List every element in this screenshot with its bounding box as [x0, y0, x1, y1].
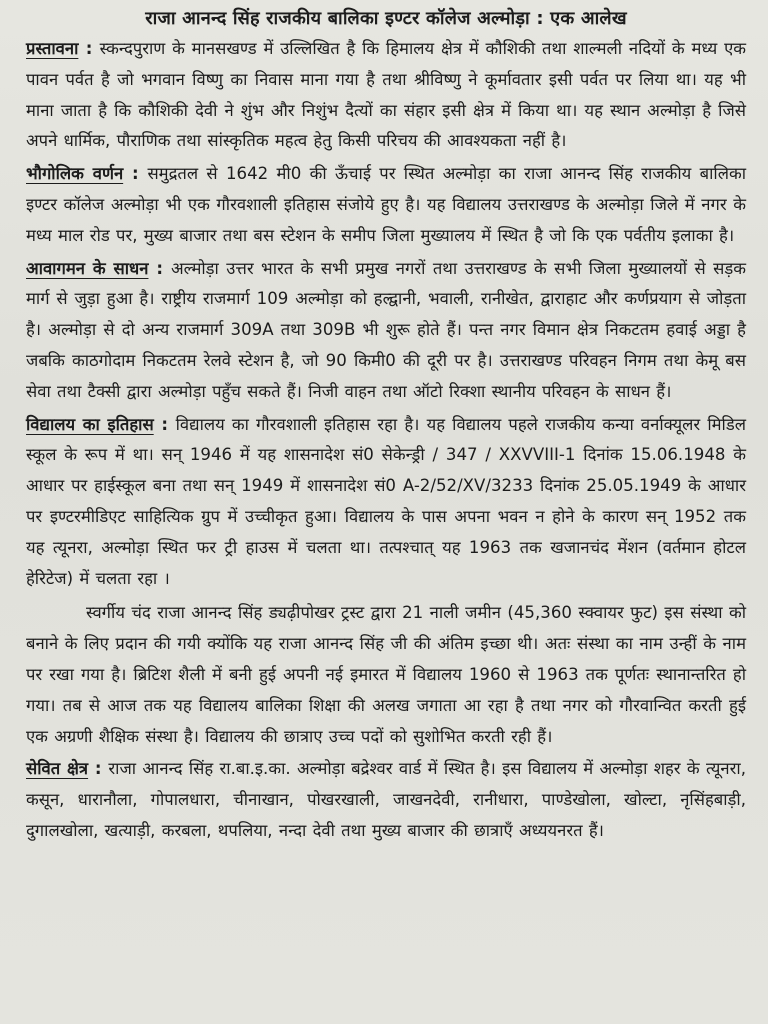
document-title: राजा आनन्द सिंह राजकीय बालिका इण्टर कॉलेज अल्मोड़ा : एक आलेख [145, 8, 627, 29]
section-introduction: प्रस्तावना : स्कन्दपुराण के मानसखण्ड में उल्लिखित है कि हिमालय क्षेत्र में कौशिकी तथा शाल्मली नदियों के मध्य एक पावन पर्वत है जो भगवान विष्णु का निवास माना गया है तथा श्रीविष्णु ने कूर्मावतार इसी पर्वत पर लिया था। यह भी माना जाता है कि कौशिकी देवी ने शुंभ और निशुंभ दैत्यों का संहार इसी क्षेत्र में किया था। यह स्थान अल्मोड़ा है जिसे अपने धार्मिक, पौराणिक तथा सांस्कृतिक महत्व हेतु किसी परिचय की आवश्यकता नहीं है। [26, 39, 746, 151]
section-text: राजा आनन्द सिंह रा.बा.इ.का. अल्मोड़ा बद्रेश्वर वार्ड में स्थित है। इस विद्यालय में अल्मोड़ा शहर के त्यूनरा, कसून, धारानौला, गोपालधारा, चीनाखान, पोखरखाली, जाखनदेवी, रानीधारा, पाण्डेखोला, खोल्टा, नृसिंहबाड़ी, दुगालखोला, खत्याड़ी, करबला, थपलिया, नन्दा देवी तथा मुख्य बाजार की छात्राएँ अध्ययनरत हैं। [26, 759, 746, 840]
section-service-area: सेवित क्षेत्र : राजा आनन्द सिंह रा.बा.इ.का. अल्मोड़ा बद्रेश्वर वार्ड में स्थित है। इस विद्यालय में अल्मोड़ा शहर के त्यूनरा, कसून, धारानौला, गोपालधारा, चीनाखान, पोखरखाली, जाखनदेवी, रानीधारा, पाण्डेखोला, खोल्टा, नृसिंहबाड़ी, दुगालखोला, खत्याड़ी, करबला, थपलिया, नन्दा देवी तथा मुख्य बाजार की छात्राएँ अध्ययनरत हैं। [26, 759, 746, 840]
section-geography: भौगोलिक वर्णन : समुद्रतल से 1642 मी0 की ऊँचाई पर स्थित अल्मोड़ा का राजा आनन्द सिंह राजकीय बालिका इण्टर कॉलेज अल्मोड़ा भी एक गौरवशाली इतिहास संजोये हुए है। यह विद्यालय उत्तराखण्ड के अल्मोड़ा जिले में नगर के मध्य माल रोड पर, मुख्य बाजार तथा बस स्टेशन के समीप जिला मुख्यालय में स्थित है जो कि एक पर्वतीय इलाका है। [26, 164, 746, 245]
section-text: स्कन्दपुराण के मानसखण्ड में उल्लिखित है कि हिमालय क्षेत्र में कौशिकी तथा शाल्मली नदियों के मध्य एक पावन पर्वत है जो भगवान विष्णु का निवास माना गया है तथा श्रीविष्णु ने कूर्मावतार इसी पर्वत पर लिया था। यह भी माना जाता है कि कौशिकी देवी ने शुंभ और निशुंभ दैत्यों का संहार इसी क्षेत्र में किया था। यह स्थान अल्मोड़ा है जिसे अपने धार्मिक, पौराणिक तथा सांस्कृतिक महत्व हेतु किसी परिचय की आवश्यकता नहीं है। [26, 39, 746, 151]
section-text: विद्यालय का गौरवशाली इतिहास रहा है। यह विद्यालय पहले राजकीय कन्या वर्नाक्यूलर मिडिल स्कूल के रूप में था। सन् 1946 में यह शासनादेश सं0 सेकेन्ड्री / 347 / XXVVIII-1 दिनांक 15.06.1948 के आधार पर हाईस्कूल बना तथा सन् 1949 में शासनादेश सं0 A-2/52/XV/3233 दिनांक 25.05.1949 के आधार पर इण्टरमीडिएट साहित्यिक ग्रुप में उच्चीकृत हुआ। विद्यालय के पास अपना भवन न होने के कारण सन् 1952 तक यह त्यूनरा, अल्मोड़ा स्थित फर ट्री हाउस में चलता था। तत्पश्चात् यह 1963 तक खजानचंद मेंशन (वर्तमान होटल हेरिटेज) में चलता रहा । [26, 414, 746, 588]
section-history: विद्यालय का इतिहास : विद्यालय का गौरवशाली इतिहास रहा है। यह विद्यालय पहले राजकीय कन्या वर्नाक्यूलर मिडिल स्कूल के रूप में था। सन् 1946 में यह शासनादेश सं0 सेकेन्ड्री / 347 / XXVVIII-1 दिनांक 15.06.1948 के आधार पर हाईस्कूल बना तथा सन् 1949 में शासनादेश सं0 A-2/52/XV/3233 दिनांक 25.05.1949 के आधार पर इण्टरमीडिएट साहित्यिक ग्रुप में उच्चीकृत हुआ। विद्यालय के पास अपना भवन न होने के कारण सन् 1952 तक यह त्यूनरा, अल्मोड़ा स्थित फर ट्री हाउस में चलता था। तत्पश्चात् यह 1963 तक खजानचंद मेंशन (वर्तमान होटल हेरिटेज) में चलता रहा । [26, 414, 746, 588]
section-text: समुद्रतल से 1642 मी0 की ऊँचाई पर स्थित अल्मोड़ा का राजा आनन्द सिंह राजकीय बालिका इण्टर कॉलेज अल्मोड़ा भी एक गौरवशाली इतिहास संजोये हुए है। यह विद्यालय उत्तराखण्ड के अल्मोड़ा जिले में नगर के मध्य माल रोड पर, मुख्य बाजार तथा बस स्टेशन के समीप जिला मुख्यालय में स्थित है जो कि एक पर्वतीय इलाका है। [26, 164, 746, 245]
section-history-continuation: स्वर्गीय चंद राजा आनन्द सिंह ड्यढ़ीपोखर ट्रस्ट द्वारा 21 नाली जमीन (45,360 स्क्वायर फुट) इस संस्था को बनाने के लिए प्रदान की गयी क्योंकि यह राजा आनन्द सिंह जी की अंतिम इच्छा थी। अतः संस्था का नाम उन्हीं के नाम पर रखा गया है। ब्रिटिश शैली में बनी हुई अपनी नई इमारत में विद्यालय 1960 से 1963 तक पूर्णतः स्थानान्तरित हो गया। तब से आज तक यह विद्यालय बालिका शिक्षा की अलख जगाता आ रहा है तथा नगर को गौरवान्वित करती हुई एक अग्रणी शैक्षिक संस्था है। विद्यालय की छात्राए उच्च पदों को सुशोभित करती रही हैं। [26, 603, 746, 746]
section-heading: प्रस्तावना [26, 39, 79, 58]
section-heading: सेवित क्षेत्र [26, 759, 89, 779]
section-heading: भौगोलिक वर्णन [26, 164, 124, 184]
section-heading: विद्यालय का इतिहास [26, 414, 154, 434]
section-transport: आवागमन के साधन : अल्मोड़ा उत्तर भारत के सभी प्रमुख नगरों तथा उत्तराखण्ड के सभी जिला मुख्यालयों से सड़क मार्ग से जुड़ा हुआ है। राष्ट्रीय राजमार्ग 109 अल्मोड़ा को हल्द्वानी, भवाली, रानीखेत, द्वाराहाट और कर्णप्रयाग से जोड़ता है। अल्मोड़ा से दो अन्य राजमार्ग 309A तथा 309B भी शुरू होते हैं। पन्त नगर विमान क्षेत्र निकटतम हवाई अड्डा है जबकि काठगोदाम निकटतम रेलवे स्टेशन है, जो 90 किमी0 की दूरी पर है। उत्तराखण्ड परिवहन निगम तथा केमू बस सेवा तथा टैक्सी द्वारा अल्मोड़ा पहुँच सकते हैं। निजी वाहन तथा ऑटो रिक्शा स्थानीय परिवहन के साधन हैं। [26, 258, 746, 401]
section-heading: आवागमन के साधन [26, 258, 149, 278]
section-text: अल्मोड़ा उत्तर भारत के सभी प्रमुख नगरों तथा उत्तराखण्ड के सभी जिला मुख्यालयों से सड़क मार्ग से जुड़ा हुआ है। राष्ट्रीय राजमार्ग 109 अल्मोड़ा को हल्द्वानी, भवाली, रानीखेत, द्वाराहाट और कर्णप्रयाग से जोड़ता है। अल्मोड़ा से दो अन्य राजमार्ग 309A तथा 309B भी शुरू होते हैं। पन्त नगर विमान क्षेत्र निकटतम हवाई अड्डा है जबकि काठगोदाम निकटतम रेलवे स्टेशन है, जो 90 किमी0 की दूरी पर है। उत्तराखण्ड परिवहन निगम तथा केमू बस सेवा तथा टैक्सी द्वारा अल्मोड़ा पहुँच सकते हैं। निजी वाहन तथा ऑटो रिक्शा स्थानीय परिवहन के साधन हैं। [26, 258, 746, 401]
